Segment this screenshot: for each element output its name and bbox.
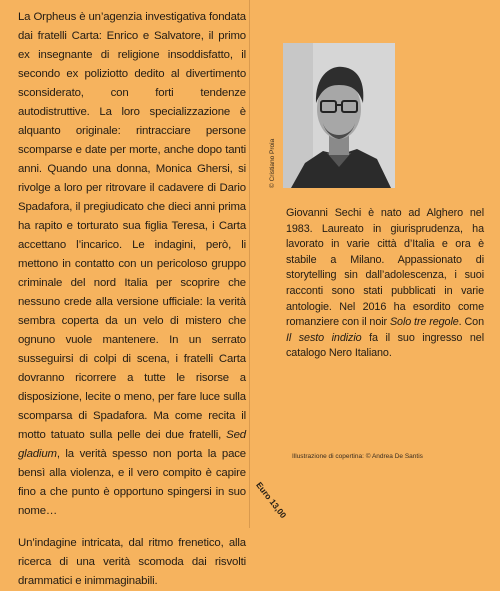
bio-text-1: Giovanni Sechi è nato ad Alghero nel 1983. Laureato in giurisprudenza, ha lavorato in varie città d’Italia e ora è stabile a Milano. Appassionato di storytelling sin dall’adolescenza, i suoi racconti sono stati pubblicati in varie antologie. Nel 2016 ha esordito come romanziere con il noir (286, 207, 484, 329)
synopsis-tagline: Un’indagine intricata, dal ritmo frenetico, alla ricerca di una verità scomoda dai risvolti drammatici e inimmaginabili. (18, 537, 246, 587)
author-bio (286, 206, 484, 362)
photo-credit: © Cristiano Proia (269, 138, 276, 188)
cover-divider (249, 0, 250, 528)
price-label: Euro 13,00 (254, 480, 289, 521)
synopsis-main (18, 8, 246, 521)
motto-text: Sed gladium (18, 429, 246, 460)
cover-illustration-credit: Illustrazione di copertina: © Andrea De Santis (292, 453, 423, 460)
synopsis-text-2: , la verità spesso non porta la pace bensì alla violenza, e il vero compito è capire fino a che punto è opportuno spingersi in suo nome… (18, 448, 246, 517)
author-photo (283, 43, 395, 188)
bio-text-2: . Con (458, 316, 484, 329)
bio-paragraph (286, 206, 484, 362)
book-title-2: Il sesto indizio (286, 331, 362, 344)
synopsis-column (18, 8, 246, 591)
bio-text-3: fa il suo ingresso nel catalogo Nero Italiano. (286, 331, 484, 360)
book-title-1: Solo tre regole (389, 316, 459, 329)
synopsis-text-1: La Orpheus è un’agenzia investigativa fondata dai fratelli Carta: Enrico e Salvatore, il primo ex insegnante di religione insoddisfatto, il secondo ex poliziotto dedito al divertimento sconsiderato, con forti tendenze autodistruttive. La loro specializzazione è alquanto originale: rintracciare persone scomparse e date per morte, anche dopo tanti anni. Quando una donna, Monica Ghersi, si rivolge a loro per ritrovare il cadavere di Dario Spadafora, il pregiudicato che dieci anni prima ha rapito e torturato sua figlia Teresa, i Carta accettano l’incarico. Le indagini, però, li mettono in contatto con un pericoloso gruppo criminale del nord Italia per scoprire che nessuno crede alla versione ufficiale: la verità sembra coperta da un velo di mistero che ognuno vuole mantenere. In un serrato susseguirsi di colpi di scena, i fratelli Carta dovranno ricorrere a tutte le risorse a disposizione, lecite o meno, per fare luce sulla scomparsa di Spadafora. Ma come recita il motto tatuato sulla pelle dei due fratelli, (18, 11, 246, 441)
